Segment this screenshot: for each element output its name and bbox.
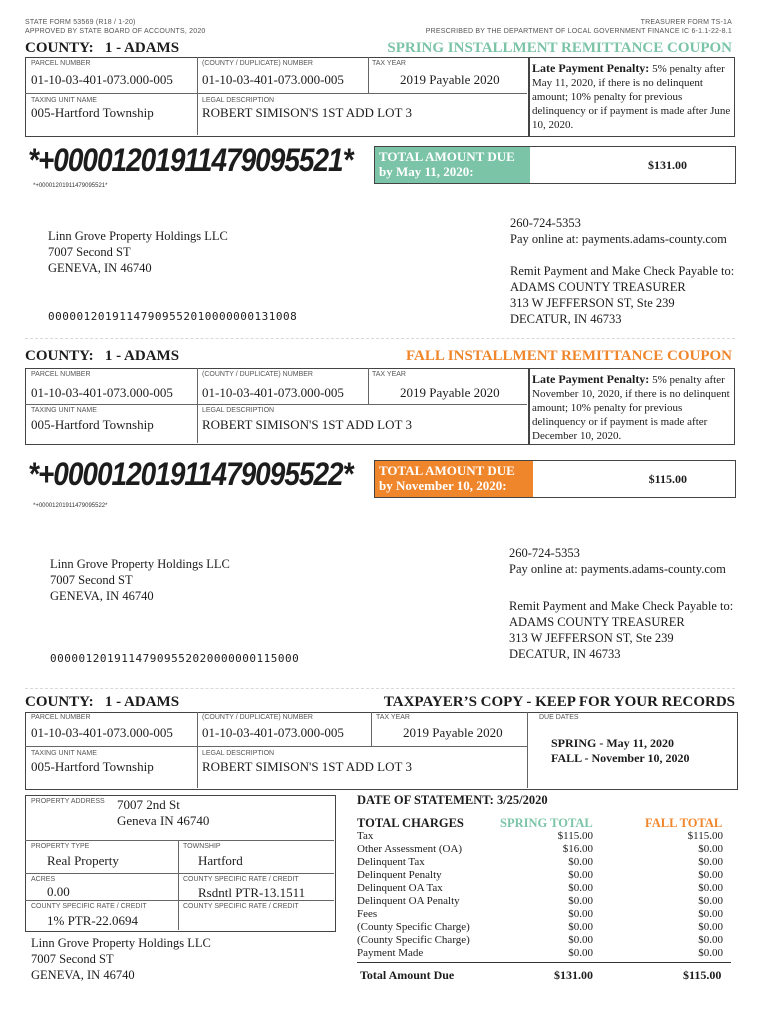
legal-description-label: LEGAL DESCRIPTION: [202, 407, 275, 414]
parcel-number: 01-10-03-401-073.000-005: [31, 72, 173, 87]
treasurer-form: TREASURER FORM TS-1A: [640, 19, 732, 26]
prescribed-by: PRESCRIBED BY THE DEPARTMENT OF LOCAL GOVERNMENT FINANCE IC 6-1.1-22-8.1: [425, 28, 732, 35]
fall-due-date: FALL - November 10, 2020: [551, 751, 690, 765]
charge-spring: $0.00: [568, 869, 593, 881]
charge-fall: $0.00: [698, 843, 723, 855]
legal-description-label: LEGAL DESCRIPTION: [202, 750, 275, 757]
charge-label: Fees: [357, 908, 378, 920]
due-dates: [551, 736, 690, 766]
charge-row: [357, 921, 727, 934]
late-penalty-label: Late Payment Penalty:: [532, 61, 650, 75]
parcel-number-label: PARCEL NUMBER: [31, 60, 91, 67]
charge-label: Other Assessment (OA): [357, 843, 463, 855]
property-type: Real Property: [47, 853, 119, 868]
total-due-fall: $115.00: [683, 968, 722, 982]
tax-year-label: TAX YEAR: [376, 714, 410, 721]
spring-total-header: SPRING TOTAL: [500, 816, 593, 830]
charge-fall: $0.00: [698, 882, 723, 894]
treasurer-city: DECATUR, IN 46733: [509, 647, 621, 661]
fall-penalty-body: 5% penalty after November 10, 2020, if there is no delinquent amount; 10% penalty for previous delinquency or if payment is made after December 10, 2020.: [532, 374, 730, 442]
charge-fall: $0.00: [698, 908, 723, 920]
charge-label: Delinquent Penalty: [357, 869, 442, 881]
charge-label: Delinquent OA Tax: [357, 882, 443, 894]
charge-spring: $115.00: [557, 830, 593, 842]
taxing-unit: 005-Hartford Township: [31, 417, 154, 432]
county-name: 1 - ADAMS: [104, 348, 180, 364]
charge-label: Tax: [357, 830, 374, 842]
taxing-unit: 005-Hartford Township: [31, 105, 154, 120]
spring-total-label-2: by May 11, 2020:: [379, 164, 474, 179]
tax-year: 2019 Payable 2020: [403, 725, 503, 740]
owner-street: 7007 Second ST: [31, 952, 114, 966]
fall-total-amount: $115.00: [648, 472, 687, 486]
owner-name: Linn Grove Property Holdings LLC: [48, 229, 228, 243]
legal-description: ROBERT SIMISON'S 1ST ADD LOT 3: [202, 417, 412, 432]
parcel-number-label: PARCEL NUMBER: [31, 714, 91, 721]
owner-name: Linn Grove Property Holdings LLC: [50, 557, 230, 571]
spring-barcode: *+0000120191147909552​1*: [28, 142, 353, 178]
taxpayer-copy-title: TAXPAYER’S COPY - KEEP FOR YOUR RECORDS: [383, 694, 735, 710]
county-label: COUNTY:: [25, 348, 94, 364]
duplicate-number: 01-10-03-401-073.000-005: [202, 72, 344, 87]
owner-city: GENEVA, IN 46740: [50, 589, 154, 603]
parcel-number-label: PARCEL NUMBER: [31, 371, 91, 378]
pay-online: Pay online at: payments.adams-county.com: [509, 562, 726, 576]
due-dates-label: DUE DATES: [539, 714, 579, 721]
charges-table: [357, 830, 727, 960]
charge-fall: $0.00: [698, 934, 723, 946]
duplicate-number-label: (COUNTY / DUPLICATE) NUMBER: [202, 714, 313, 721]
spring-penalty-body: 5% penalty after May 11, 2020, if there is no delinquent amount; 10% penalty for previous delinquency or if payment is made after June 10, 2020.: [532, 63, 731, 131]
treasurer-street: 313 W JEFFERSON ST, Ste 239: [509, 631, 674, 645]
duplicate-number: 01-10-03-401-073.000-005: [202, 725, 344, 740]
spring-due-date: SPRING - May 11, 2020: [551, 736, 674, 750]
fall-penalty-text: [532, 372, 732, 443]
county-rate-label-2: COUNTY SPECIFIC RATE / CREDIT: [31, 903, 147, 910]
duplicate-number-label: (COUNTY / DUPLICATE) NUMBER: [202, 60, 313, 67]
cut-line-1: [25, 338, 735, 339]
charge-row: [357, 882, 727, 895]
township-label: TOWNSHIP: [183, 843, 221, 850]
spring-total-box: [374, 146, 736, 184]
fall-total-label-1: TOTAL AMOUNT DUE: [379, 463, 515, 478]
parcel-number: 01-10-03-401-073.000-005: [31, 725, 173, 740]
remit-label: Remit Payment and Make Check Payable to:: [509, 599, 734, 613]
charge-fall: $0.00: [698, 895, 723, 907]
charge-label: Delinquent Tax: [357, 856, 425, 868]
phone: 260-724-5353: [510, 216, 581, 230]
county-rate-1: Rsdntl PTR-13.1511: [198, 885, 306, 900]
legal-description-label: LEGAL DESCRIPTION: [202, 97, 275, 104]
fall-info-box: [25, 368, 529, 445]
charge-spring: $0.00: [568, 921, 593, 933]
fall-total-header: FALL TOTAL: [645, 816, 723, 830]
fall-coupon-title: FALL INSTALLMENT REMITTANCE COUPON: [405, 348, 732, 364]
tax-year-label: TAX YEAR: [372, 371, 406, 378]
spring-barcode-number: *+00001201911479095521*: [33, 183, 108, 189]
state-form-number: STATE FORM 53569 (R18 / 1-20): [25, 19, 136, 26]
late-penalty-label: Late Payment Penalty:: [532, 372, 650, 386]
date-of-statement: DATE OF STATEMENT: 3/25/2020: [357, 793, 548, 807]
fall-contact: [509, 545, 726, 577]
charge-spring: $0.00: [568, 947, 593, 959]
spring-total-label-1: TOTAL AMOUNT DUE: [379, 149, 515, 164]
charge-row: [357, 830, 727, 843]
tax-year: 2019 Payable 2020: [400, 72, 500, 87]
spring-scanline: 00000120191147909552010000000131008: [48, 310, 298, 323]
treasurer-name: ADAMS COUNTY TREASURER: [509, 615, 685, 629]
charge-spring: $0.00: [568, 882, 593, 894]
charge-label: Payment Made: [357, 947, 424, 959]
charge-spring: $16.00: [562, 843, 593, 855]
township: Hartford: [198, 853, 243, 868]
total-due-spring: $131.00: [554, 968, 593, 982]
pay-online: Pay online at: payments.adams-county.com: [510, 232, 727, 246]
taxing-unit: 005-Hartford Township: [31, 759, 154, 774]
taxing-unit-label: TAXING UNIT NAME: [31, 407, 97, 414]
charge-label: Delinquent OA Penalty: [357, 895, 460, 907]
spring-total-amount: $131.00: [648, 158, 687, 172]
fall-owner-address: [50, 556, 230, 604]
taxing-unit-label: TAXING UNIT NAME: [31, 97, 97, 104]
property-type-label: PROPERTY TYPE: [31, 843, 90, 850]
property-address: [117, 797, 209, 829]
county-rate-2: 1% PTR-22.0694: [47, 913, 138, 928]
charge-row: [357, 856, 727, 869]
fall-remit: [509, 598, 733, 662]
county-label: COUNTY:: [25, 40, 94, 56]
charge-fall: $0.00: [698, 921, 723, 933]
spring-contact: [510, 215, 727, 247]
fall-scanline: 00000120191147909552020000000115000: [50, 652, 300, 665]
spring-owner-address: [48, 228, 228, 276]
charge-fall: $0.00: [698, 869, 723, 881]
taxpayer-owner-address: [31, 935, 211, 983]
charge-fall: $0.00: [698, 856, 723, 868]
spring-info-box: [25, 57, 529, 137]
spring-coupon-title: SPRING INSTALLMENT REMITTANCE COUPON: [387, 40, 732, 56]
remit-label: Remit Payment and Make Check Payable to:: [510, 264, 735, 278]
property-address-label: PROPERTY ADDRESS: [31, 798, 105, 805]
treasurer-name: ADAMS COUNTY TREASURER: [510, 280, 686, 294]
taxing-unit-label: TAXING UNIT NAME: [31, 750, 97, 757]
legal-description: ROBERT SIMISON'S 1ST ADD LOT 3: [202, 105, 412, 120]
charge-spring: $0.00: [568, 895, 593, 907]
phone: 260-724-5353: [509, 546, 580, 560]
fall-barcode: *+00001201911479095522*: [28, 456, 353, 492]
charge-fall: $0.00: [698, 947, 723, 959]
owner-city: GENEVA, IN 46740: [48, 261, 152, 275]
charge-spring: $0.00: [568, 908, 593, 920]
charge-fall: $115.00: [687, 830, 723, 842]
charge-row: [357, 908, 727, 921]
county-rate-label-3: COUNTY SPECIFIC RATE / CREDIT: [183, 903, 299, 910]
charge-spring: $0.00: [568, 934, 593, 946]
duplicate-number-label: (COUNTY / DUPLICATE) NUMBER: [202, 371, 313, 378]
total-due-label: Total Amount Due: [360, 968, 455, 982]
treasurer-city: DECATUR, IN 46733: [510, 312, 622, 326]
spring-remit: [510, 263, 734, 327]
fall-barcode-number: *+00001201911479095522*: [33, 503, 108, 509]
tax-year-label: TAX YEAR: [372, 60, 406, 67]
owner-city: GENEVA, IN 46740: [31, 968, 135, 982]
charge-row: [357, 843, 727, 856]
owner-name: Linn Grove Property Holdings LLC: [31, 936, 211, 950]
acres: 0.00: [47, 884, 70, 899]
tax-year: 2019 Payable 2020: [400, 385, 500, 400]
county-name: 1 - ADAMS: [104, 694, 180, 710]
total-charges-header: TOTAL CHARGES: [357, 816, 464, 830]
legal-description: ROBERT SIMISON'S 1ST ADD LOT 3: [202, 759, 412, 774]
charge-label: (County Specific Charge): [357, 934, 470, 946]
charge-label: (County Specific Charge): [357, 921, 470, 933]
acres-label: ACRES: [31, 876, 56, 883]
property-address-line-1: 7007 2nd St: [117, 797, 180, 812]
charge-row: [357, 869, 727, 882]
charge-row: [357, 895, 727, 908]
spring-county-label: [25, 40, 179, 57]
county-rate-label: COUNTY SPECIFIC RATE / CREDIT: [183, 876, 299, 883]
taxpayer-county-label: [25, 694, 179, 711]
cut-line-2: [25, 688, 735, 689]
charge-row: [357, 934, 727, 947]
treasurer-street: 313 W JEFFERSON ST, Ste 239: [510, 296, 675, 310]
parcel-number: 01-10-03-401-073.000-005: [31, 385, 173, 400]
charge-row: [357, 947, 727, 960]
approved-by: APPROVED BY STATE BOARD OF ACCOUNTS, 2020: [25, 28, 206, 35]
duplicate-number: 01-10-03-401-073.000-005: [202, 385, 344, 400]
charge-spring: $0.00: [568, 856, 593, 868]
fall-total-label-2: by November 10, 2020:: [379, 478, 507, 493]
fall-total-label-bg: [375, 461, 533, 497]
fall-total-box: [374, 460, 736, 498]
fall-county-label: [25, 348, 179, 365]
owner-street: 7007 Second ST: [50, 573, 133, 587]
property-address-line-2: Geneva IN 46740: [117, 813, 210, 828]
county-name: 1 - ADAMS: [104, 40, 180, 56]
owner-street: 7007 Second ST: [48, 245, 131, 259]
county-label: COUNTY:: [25, 694, 94, 710]
spring-total-label-bg: [375, 147, 530, 183]
spring-penalty-text: [532, 61, 732, 132]
